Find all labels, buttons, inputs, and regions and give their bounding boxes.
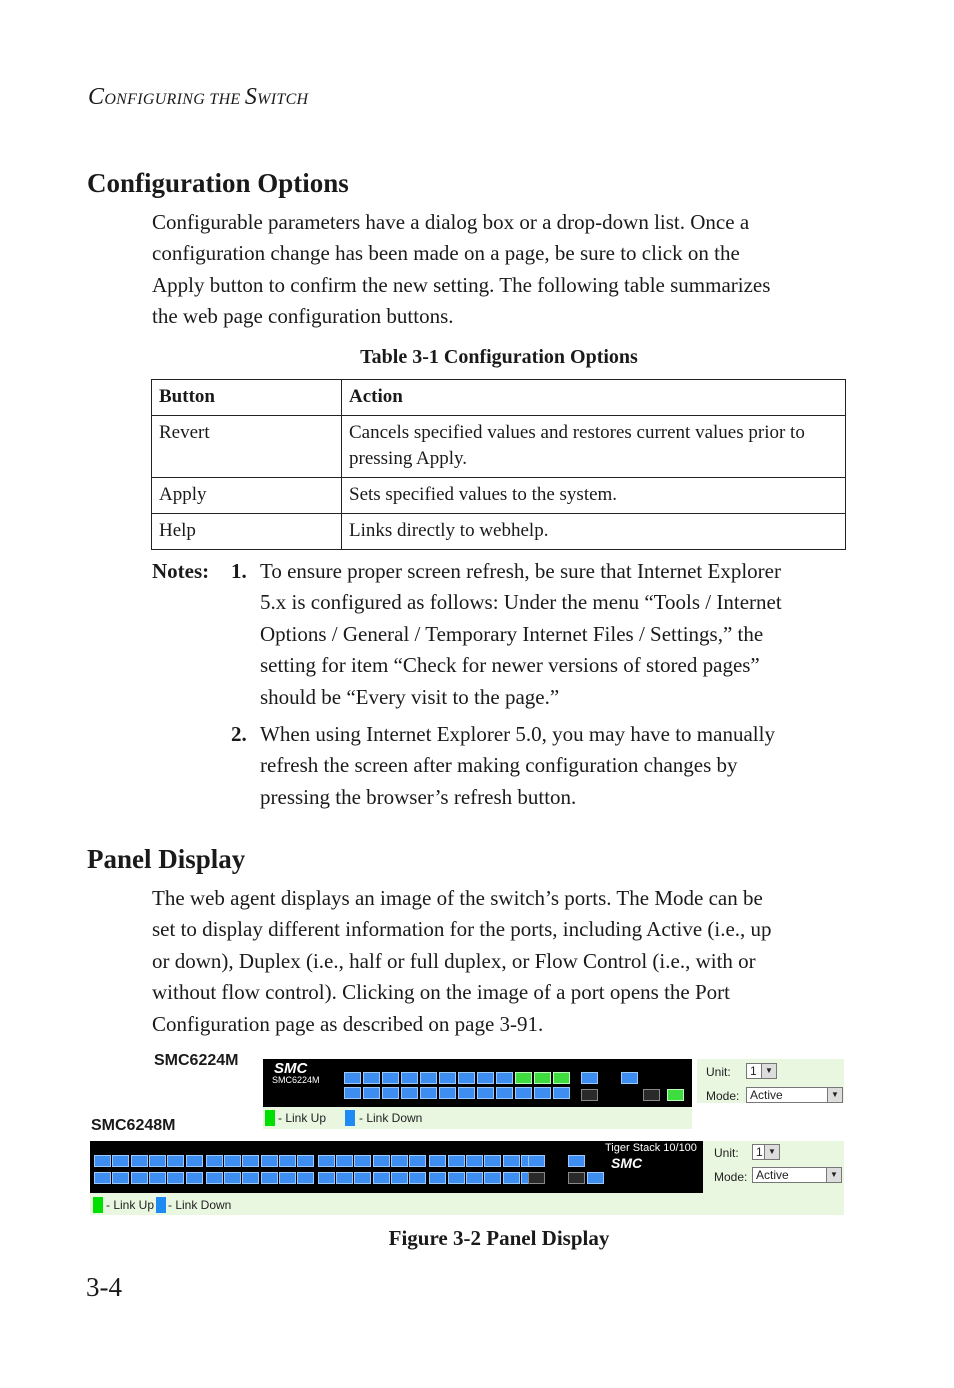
- switch-port[interactable]: [409, 1155, 426, 1167]
- switch-port[interactable]: [354, 1155, 371, 1167]
- link-down-swatch: [156, 1197, 166, 1213]
- switch-port[interactable]: [318, 1172, 335, 1184]
- switch-port[interactable]: [587, 1172, 604, 1184]
- switch-port[interactable]: [621, 1072, 638, 1084]
- switch-port[interactable]: [94, 1155, 111, 1167]
- legend-link-down: - Link Down: [359, 1111, 423, 1125]
- switch-port[interactable]: [373, 1172, 390, 1184]
- switch-port[interactable]: [515, 1072, 532, 1084]
- dropdown-arrow-icon: ▼: [764, 1145, 779, 1159]
- switch-port[interactable]: [373, 1155, 390, 1167]
- table-cell-action: Links directly to webhelp.: [342, 514, 846, 550]
- legend-link-up: - Link Up: [278, 1111, 327, 1125]
- switch-port[interactable]: [112, 1155, 129, 1167]
- switch-port[interactable]: [242, 1155, 259, 1167]
- configuration-options-table: [151, 379, 846, 550]
- unit-mode-controls-smc6248m: [703, 1141, 844, 1215]
- switch-port[interactable]: [568, 1172, 585, 1184]
- switch-port[interactable]: [581, 1072, 598, 1084]
- switch-port[interactable]: [553, 1072, 570, 1084]
- page-number: 3-4: [86, 1272, 122, 1302]
- switch-port[interactable]: [503, 1155, 520, 1167]
- legend-link-down: - Link Down: [168, 1198, 232, 1212]
- switch-port[interactable]: [344, 1072, 361, 1084]
- switch-port[interactable]: [515, 1087, 532, 1099]
- mode-label: Mode:: [706, 1089, 740, 1103]
- table-row: [152, 514, 846, 550]
- switch-port[interactable]: [466, 1155, 483, 1167]
- switch-port[interactable]: [261, 1155, 278, 1167]
- switch-port[interactable]: [336, 1155, 353, 1167]
- switch-port[interactable]: [149, 1155, 166, 1167]
- switch-port[interactable]: [534, 1072, 551, 1084]
- configuration-options-paragraph: Configurable parameters have a dialog box or a drop-down list. Once a configuration change has been made on a page, be sure to click on the Apply button to confirm the new setting. The following table summarizes the web page configuration buttons.: [152, 210, 771, 329]
- switch-port[interactable]: [568, 1155, 585, 1167]
- smc-logo: SMC: [274, 1060, 308, 1077]
- legend-bar-smc6224m: [263, 1107, 692, 1129]
- switch-port[interactable]: [344, 1087, 361, 1099]
- unit-label: Unit:: [714, 1146, 739, 1160]
- switch-port[interactable]: [534, 1087, 551, 1099]
- table-cell-button: Apply: [152, 478, 342, 514]
- note-number-2: 2.: [231, 722, 247, 746]
- switch-port[interactable]: [458, 1072, 475, 1084]
- switch-port[interactable]: [429, 1172, 446, 1184]
- switch-port[interactable]: [503, 1172, 520, 1184]
- switch-port[interactable]: [484, 1155, 501, 1167]
- switch-port[interactable]: [448, 1155, 465, 1167]
- switch-port[interactable]: [167, 1155, 184, 1167]
- note-number-1: 1.: [231, 559, 247, 583]
- switch-port[interactable]: [439, 1072, 456, 1084]
- switch-port[interactable]: [242, 1172, 259, 1184]
- switch-port[interactable]: [167, 1172, 184, 1184]
- panel-display-paragraph: The web agent displays an image of the switch’s ports. The Mode can be set to display different information for the ports, including Active (i.e., up or down), Duplex (i.e., half or full duplex, or Flow Control (i.e., with or without flow control). Clicking on the image of a port opens the Port Configuration page as described on page 3-91.: [152, 886, 772, 1036]
- switch-port[interactable]: [94, 1172, 111, 1184]
- switch-port[interactable]: [261, 1172, 278, 1184]
- dropdown-arrow-icon: ▼: [826, 1168, 841, 1182]
- switch-port[interactable]: [318, 1155, 335, 1167]
- figure-caption: Figure 3-2 Panel Display: [388, 1226, 610, 1250]
- dropdown-arrow-icon: ▼: [761, 1064, 776, 1078]
- switch-port[interactable]: [354, 1172, 371, 1184]
- switch-port[interactable]: [336, 1172, 353, 1184]
- switch-port[interactable]: [496, 1072, 513, 1084]
- switch-port[interactable]: [466, 1172, 483, 1184]
- mode-select[interactable]: Active ▼: [746, 1087, 843, 1103]
- legend-bar-smc6248m: [90, 1193, 703, 1215]
- switch-port[interactable]: [206, 1172, 223, 1184]
- switch-port[interactable]: [401, 1087, 418, 1099]
- switch-port[interactable]: [224, 1155, 241, 1167]
- panel-model-text: SMC6224M: [272, 1075, 320, 1085]
- switch-panel-smc6224m[interactable]: [263, 1059, 692, 1107]
- switch-port[interactable]: [131, 1155, 148, 1167]
- switch-panel-smc6248m[interactable]: [90, 1141, 703, 1193]
- tiger-stack-brand: Tiger Stack 10/100: [605, 1142, 697, 1154]
- running-head: CONFIGURING THE SWITCH: [88, 84, 309, 110]
- switch-port[interactable]: [382, 1072, 399, 1084]
- link-down-swatch: [345, 1110, 355, 1126]
- panel-label-smc6224m: SMC6224M: [154, 1052, 239, 1069]
- table-cell-button: Revert: [152, 416, 342, 478]
- switch-port[interactable]: [279, 1172, 296, 1184]
- switch-port[interactable]: [224, 1172, 241, 1184]
- switch-port[interactable]: [131, 1172, 148, 1184]
- switch-port[interactable]: [477, 1072, 494, 1084]
- link-up-swatch: [93, 1197, 103, 1213]
- switch-port[interactable]: [553, 1087, 570, 1099]
- table-header-row: [152, 380, 846, 416]
- switch-port[interactable]: [643, 1089, 660, 1101]
- note-text-2: When using Internet Explorer 5.0, you may have to manually refresh the screen after making configuration changes by pressing the browser’s refresh button.: [260, 722, 775, 809]
- mode-select[interactable]: Active ▼: [752, 1167, 842, 1183]
- table-row: [152, 478, 846, 514]
- switch-port[interactable]: [186, 1155, 203, 1167]
- switch-port[interactable]: [667, 1089, 684, 1101]
- unit-mode-controls-smc6224m: [697, 1059, 844, 1103]
- table-header-action: Action: [342, 380, 846, 416]
- mode-label: Mode:: [714, 1170, 748, 1184]
- switch-port[interactable]: [439, 1087, 456, 1099]
- switch-port[interactable]: [528, 1172, 545, 1184]
- switch-port[interactable]: [484, 1172, 501, 1184]
- panel-label-smc6248m: SMC6248M: [91, 1117, 176, 1134]
- dropdown-arrow-icon: ▼: [827, 1088, 842, 1102]
- switch-port[interactable]: [363, 1087, 380, 1099]
- switch-port[interactable]: [429, 1155, 446, 1167]
- unit-select[interactable]: 1 ▼: [746, 1063, 777, 1079]
- switch-port[interactable]: [391, 1172, 408, 1184]
- switch-port[interactable]: [496, 1087, 513, 1099]
- switch-port[interactable]: [448, 1172, 465, 1184]
- note-text-1: To ensure proper screen refresh, be sure that Internet Explorer 5.x is configured as follows: Under the menu “Tools / Internet Options / General / Temporary Internet Files / Settings,” the setting for item “Check for newer versions of stored pages” should be “Every visit to the page.”: [260, 559, 782, 709]
- unit-label: Unit:: [706, 1065, 731, 1079]
- switch-port[interactable]: [420, 1072, 437, 1084]
- switch-port[interactable]: [112, 1172, 129, 1184]
- switch-port[interactable]: [382, 1087, 399, 1099]
- switch-port[interactable]: [206, 1155, 223, 1167]
- switch-port[interactable]: [279, 1155, 296, 1167]
- switch-port[interactable]: [528, 1155, 545, 1167]
- switch-port[interactable]: [149, 1172, 166, 1184]
- section-title-configuration-options: Configuration Options: [87, 168, 349, 198]
- switch-port[interactable]: [477, 1087, 494, 1099]
- unit-select[interactable]: 1 ▼: [752, 1144, 780, 1160]
- table-header-button: Button: [152, 380, 342, 416]
- table-cell-button: Help: [152, 514, 342, 550]
- section-title-panel-display: Panel Display: [87, 844, 246, 874]
- table-cell-action: Sets specified values to the system.: [342, 478, 846, 514]
- switch-port[interactable]: [401, 1072, 418, 1084]
- switch-port[interactable]: [297, 1155, 314, 1167]
- switch-port[interactable]: [363, 1072, 380, 1084]
- switch-port[interactable]: [186, 1172, 203, 1184]
- table-cell-action: Cancels specified values and restores current values prior to pressing Apply.: [342, 416, 846, 478]
- table-caption: Table 3-1 Configuration Options: [360, 346, 638, 368]
- legend-link-up: - Link Up: [106, 1198, 155, 1212]
- link-up-swatch: [265, 1110, 275, 1126]
- switch-port[interactable]: [581, 1089, 598, 1101]
- switch-port[interactable]: [409, 1172, 426, 1184]
- smc-logo: SMC: [611, 1155, 643, 1171]
- table-row: [152, 416, 846, 478]
- switch-port[interactable]: [458, 1087, 475, 1099]
- switch-port[interactable]: [391, 1155, 408, 1167]
- switch-port[interactable]: [297, 1172, 314, 1184]
- switch-port[interactable]: [420, 1087, 437, 1099]
- notes-label: Notes:: [152, 559, 210, 583]
